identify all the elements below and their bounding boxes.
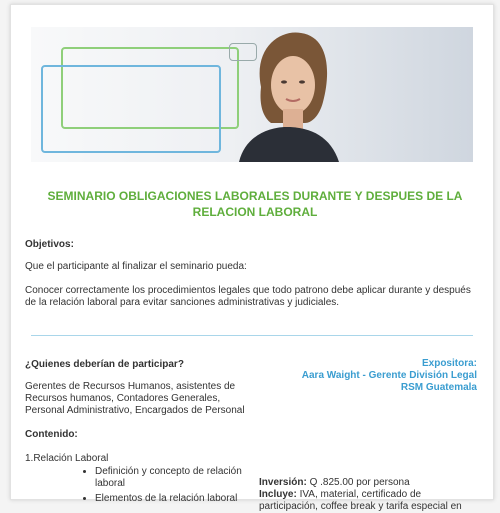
section-divider (31, 335, 473, 336)
seminar-title: SEMINARIO OBLIGACIONES LABORALES DURANTE Y DESPUES DE LA RELACION LABORAL (47, 189, 463, 219)
content-item: • Elementos de la relación laboral (95, 493, 255, 505)
investment-value: Q .825.00 por persona (306, 477, 410, 488)
investment-line (259, 477, 410, 489)
includes-label: Incluye: (259, 489, 297, 500)
participants-text: Gerentes de Recursos Humanos, asistentes de Recursos humanos, Contadores Generales, Personal Administrativo, Encargados de Personal (25, 381, 245, 416)
investment-label: Inversión: (259, 477, 307, 488)
includes-line (259, 489, 479, 513)
objectives-text: Conocer correctamente los procedimientos legales que todo patrono debe aplicar durante y después de la relación laboral para evitar sanciones administrativas y judiciales. (25, 285, 471, 308)
objectives-heading: Objetivos: (25, 239, 74, 250)
objectives-intro: Que el participante al finalizar el seminario pueda: (25, 261, 247, 272)
header-banner (31, 27, 473, 162)
content-item: • Definición y concepto de relación laboral (95, 466, 255, 490)
speaker-label: Expositora: (421, 358, 477, 369)
speaker-company: RSM Guatemala (400, 382, 477, 393)
participants-heading: ¿Quienes deberían de participar? (25, 359, 184, 370)
includes-value: IVA, material, certificado de participación, coffee break y tarifa especial en (259, 489, 462, 512)
speaker-name: Aara Waight - Gerente División Legal (301, 370, 477, 381)
content-heading: Contenido: (25, 429, 78, 440)
decorative-blue-frame (41, 65, 221, 153)
content-item-list (95, 466, 255, 508)
woman-portrait-icon (231, 27, 341, 162)
content-section-1: 1.Relación Laboral (25, 453, 109, 464)
page-sheet (10, 4, 494, 512)
